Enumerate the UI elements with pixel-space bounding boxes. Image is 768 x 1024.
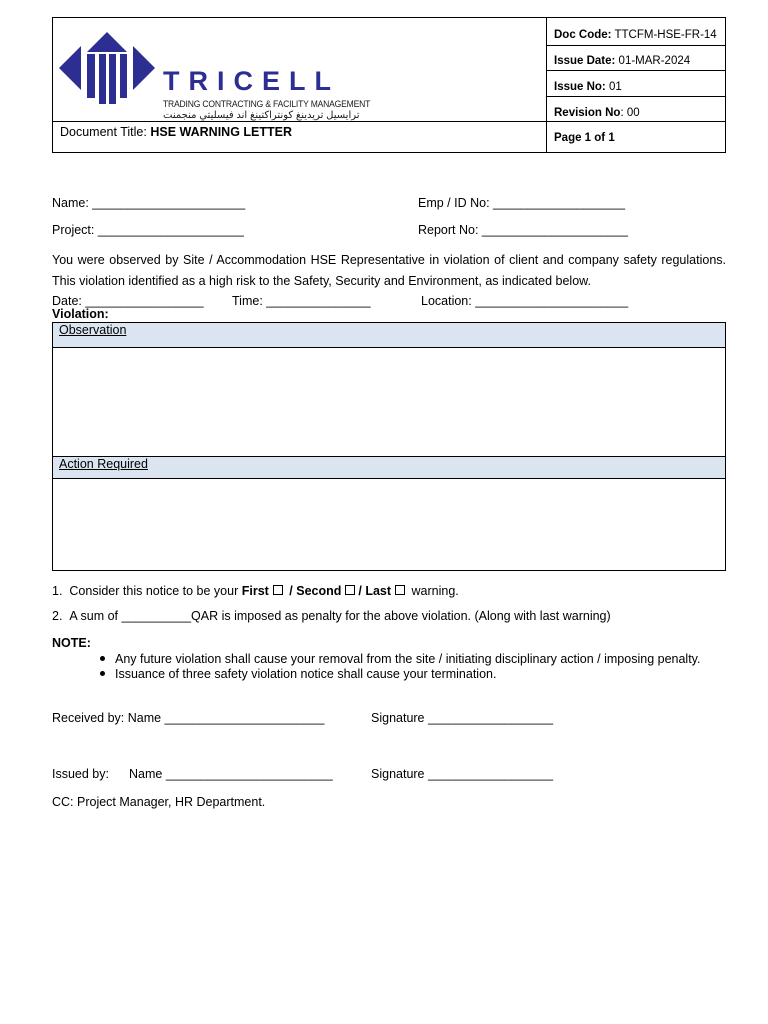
note-label: NOTE: [52,636,91,650]
report-no-field[interactable]: Report No: _____________________ [418,223,628,237]
received-by-signature-field[interactable]: Signature __________________ [371,711,554,725]
first-checkbox[interactable] [273,585,283,595]
brand-tagline: TRADING CONTRACTING & FACILITY MANAGEMENT [163,99,371,110]
observation-area[interactable] [53,348,725,456]
last-checkbox[interactable] [395,585,405,595]
brand-arabic: ترايسيل تريدينغ كونتراكتينغ اند فيسليتي منجمنت [163,110,360,121]
emp-id-field[interactable]: Emp / ID No: ___________________ [418,196,626,210]
action-required-header: Action Required [53,457,725,479]
violation-table [52,322,726,571]
received-by-name-field[interactable]: Received by: Name _______________________ [52,711,325,725]
doc-code: Doc Code: TTCFM-HSE-FR-14 [554,29,717,41]
project-field[interactable]: Project: _____________________ [52,223,244,237]
document-title: Document Title: HSE WARNING LETTER [60,125,292,139]
action-required-area[interactable] [53,479,725,570]
page-number: Page 1 of 1 [554,132,615,144]
time-field[interactable]: Time: _______________ [232,294,371,308]
date-field[interactable]: Date: _________________ [52,294,204,308]
issue-no: Issue No: 01 [554,81,622,93]
note-bullet-1: Any future violation shall cause your removal from the site / initiating disciplinary action / imposing penalty. [100,652,700,666]
observation-header: Observation [53,323,725,348]
revision-no: Revision No: 00 [554,107,640,119]
issued-by-label: Issued by: [52,767,109,781]
building-logo-icon [59,32,155,104]
penalty-item: 2. A sum of __________QAR is imposed as penalty for the above violation. (Along with last warning) [52,609,611,623]
cc-line: CC: Project Manager, HR Department. [52,795,266,809]
company-logo [59,30,371,121]
intro-paragraph: You were observed by Site / Accommodation HSE Representative in violation of client and company safety regulations. This violation identified as a high risk to the Safety, Security and Environment, as indicated below. [52,253,726,288]
brand-name: TRICELL [163,66,340,96]
issued-by-signature-field[interactable]: Signature __________________ [371,767,554,781]
second-checkbox[interactable] [345,585,355,595]
name-field[interactable]: Name: ______________________ [52,196,246,210]
header-table [52,17,726,153]
warning-level-item: 1. Consider this notice to be your First / Second / Last warning. [52,584,459,598]
note-bullet-2: Issuance of three safety violation notice shall cause your termination. [100,667,496,681]
issue-date: Issue Date: 01-MAR-2024 [554,55,691,67]
violation-label: Violation: [52,307,109,321]
issued-by-name-field[interactable]: Name ________________________ [129,767,333,781]
location-field[interactable]: Location: ______________________ [421,294,629,308]
